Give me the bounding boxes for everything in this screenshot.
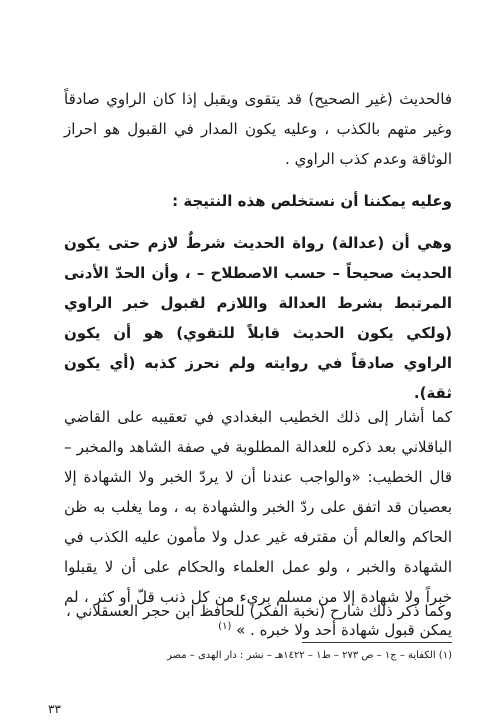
- paragraph-5: وكما ذكر ذلك شارح (نخبة الفكر) للحافظ ابن حجر العسقلاني ،: [66, 602, 452, 620]
- footnote-reference: (١): [218, 621, 232, 632]
- paragraph-2-heading: وعليه يمكننا أن نستخلص هذه النتيجة :: [172, 192, 452, 210]
- footnote: (١) الكفاية – ج١ – ص ٢٧٣ – ط١ – ١٤٢٢هـ – نشر : دار الهدى – مصر: [167, 650, 452, 661]
- paragraph-3: وهي أن (عدالة) رواة الحديث شرطٌ لازم حتى يكون الحديث صحيحاً – حسب الاصطلاح – ، وأن الحدّ الأدنى المرتبط بشرط العدالة واللازم لقبول خبر الراوي (ولكي يكون الحديث قابلاً للتقوي) هو أن يكون الراوي صادقاً في روايته ولم نحرز كذبه (أي يكون ثقة).: [64, 234, 452, 402]
- paragraph-1: فالحديث (غير الصحيح) قد يتقوى ويقبل إذا كان الراوي صادقاً وغير متهم بالكذب ، وعليه يكون المدار في القبول هو احراز الوثاقة وعدم كذب الراوي .: [64, 90, 452, 168]
- page-number: ٣٣: [48, 702, 61, 716]
- footnote-divider: [302, 642, 452, 643]
- paragraph-4-text: كما أشار إلى ذلك الخطيب البغدادي في تعقيبه على القاضي الباقلاني بعد ذكره للعدالة المطلوبة في صفة الشاهد والمخبر – قال الخطيب: «والواجب عندنا أن لا يردّ الخبر ولا الشهادة إلا بعصيان قد اتفق على ردّ الخبر والشهادة به ، وما يغلب به ظن الحاكم والعالم أن مقترفه غير عدل ولا مأمون عليه الكذب في الشهادة والخبر ، ولو عمل العلماء والحكام على أن لا يقبلوا خبراً ولا شهادة إلا من مسلم بريء من كل ذنب قلّ أو كثر ، لم يمكن قبول شهادة أحد ولا خبره . »: [64, 408, 452, 639]
